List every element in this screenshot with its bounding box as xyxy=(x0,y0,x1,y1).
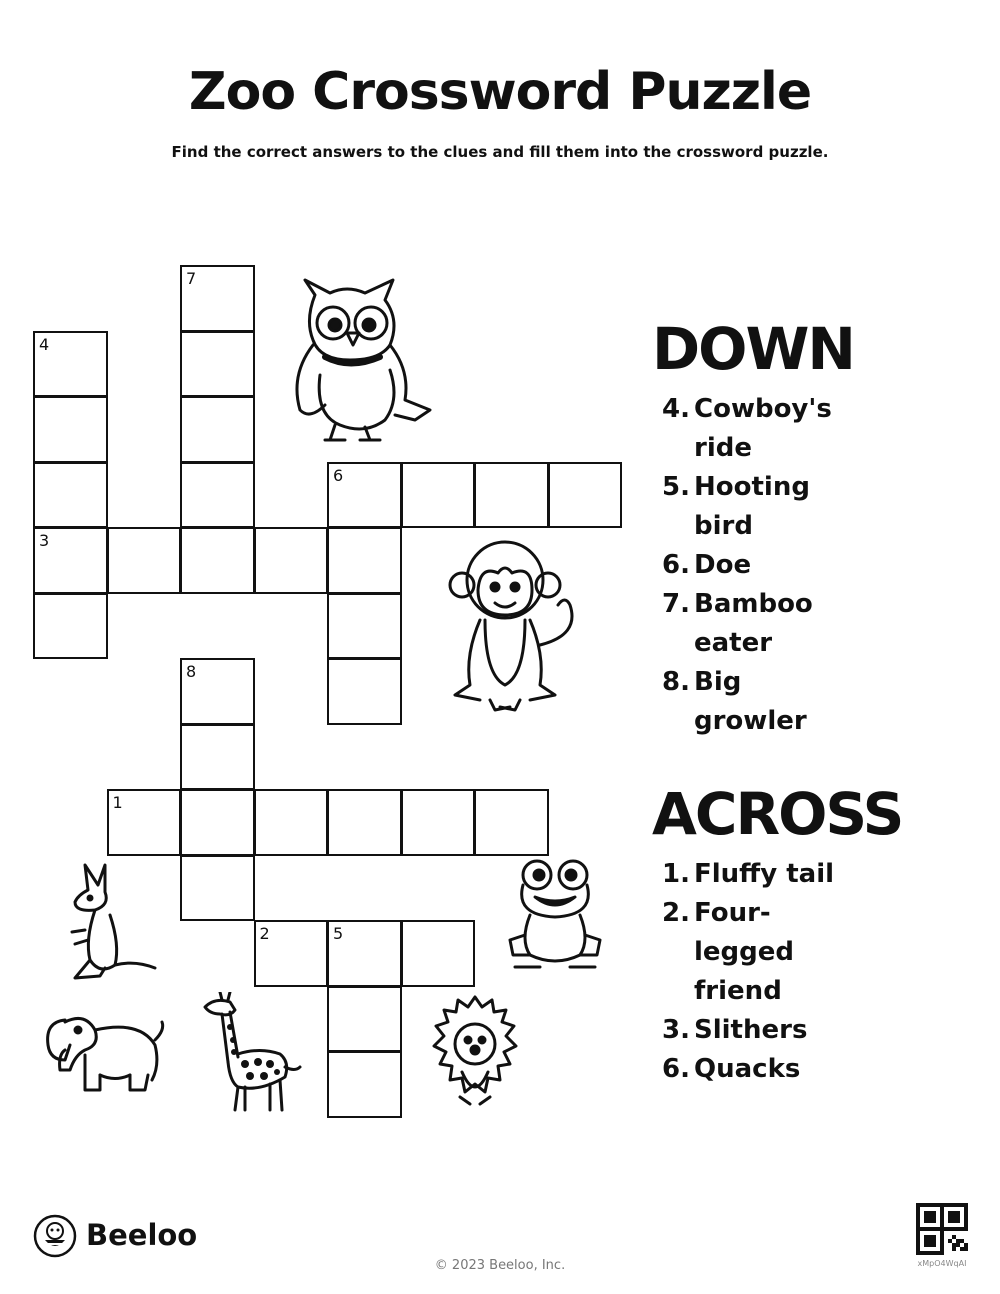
clue-number: 3. xyxy=(662,1015,690,1045)
owl-icon xyxy=(285,275,445,450)
copyright: © 2023 Beeloo, Inc. xyxy=(434,1258,566,1273)
clue-number: 8 xyxy=(186,662,197,681)
clue-number: 2. xyxy=(662,898,690,928)
crossword-cell[interactable] xyxy=(327,658,402,725)
across-heading: ACROSS xyxy=(652,780,903,848)
across-clue xyxy=(652,894,972,1011)
crossword-cell[interactable] xyxy=(180,265,255,332)
monkey-icon xyxy=(440,535,590,715)
down-clue xyxy=(652,468,972,546)
crossword-cell[interactable] xyxy=(180,462,255,529)
clue-text: Slithers xyxy=(694,1015,808,1045)
down-clue xyxy=(652,663,972,741)
crossword-cell[interactable] xyxy=(33,462,108,529)
down-clue xyxy=(652,585,972,663)
crossword-cell[interactable] xyxy=(33,331,108,398)
crossword-cell[interactable] xyxy=(107,789,182,856)
page-title: Zoo Crossword Puzzle xyxy=(188,62,812,122)
crossword-cell[interactable] xyxy=(327,462,402,529)
crossword-cell[interactable] xyxy=(180,396,255,463)
giraffe-icon xyxy=(200,992,310,1112)
across-clue xyxy=(652,1011,972,1050)
crossword-cell[interactable] xyxy=(401,462,476,529)
crossword-cell[interactable] xyxy=(327,920,402,987)
kangaroo-icon xyxy=(60,860,160,985)
crossword-cell[interactable] xyxy=(327,527,402,594)
clue-text: Big growler xyxy=(694,667,807,736)
crossword-cell[interactable] xyxy=(33,593,108,660)
clue-number: 4 xyxy=(39,334,50,354)
crossword-cell[interactable] xyxy=(107,527,182,594)
crossword-cell[interactable] xyxy=(180,527,255,594)
clue-number: 6. xyxy=(662,550,690,580)
clue-text: Doe xyxy=(694,550,752,580)
crossword-cell[interactable] xyxy=(548,462,623,529)
down-clue xyxy=(652,390,972,468)
clue-number: 2 xyxy=(259,924,270,943)
clue-number: 5 xyxy=(333,924,344,943)
clue-text: Four-legged friend xyxy=(694,898,795,1006)
crossword-cell[interactable] xyxy=(254,789,329,856)
crossword-cell[interactable] xyxy=(401,920,476,987)
crossword-cell[interactable] xyxy=(33,527,108,594)
clue-text: Quacks xyxy=(694,1054,801,1084)
crossword-cell[interactable] xyxy=(180,724,255,791)
clue-number: 5. xyxy=(662,472,690,502)
brand-name: Beeloo xyxy=(86,1218,198,1252)
clue-text: Bamboo eater xyxy=(694,589,813,658)
crossword-cell[interactable] xyxy=(474,789,549,856)
crossword-cell[interactable] xyxy=(401,789,476,856)
crossword-cell[interactable] xyxy=(327,593,402,660)
page-subtitle: Find the correct answers to the clues and fill them into the crossword puzzle. xyxy=(171,143,829,161)
crossword-cell[interactable] xyxy=(327,789,402,856)
down-heading: DOWN xyxy=(652,315,854,383)
clue-number: 1 xyxy=(112,793,123,812)
crossword-cell[interactable] xyxy=(180,789,255,856)
clue-number: 7. xyxy=(662,589,690,619)
down-clue xyxy=(652,546,972,585)
clue-text: Fluffy tail xyxy=(694,859,835,889)
bee-icon xyxy=(33,1214,77,1258)
crossword-cell[interactable] xyxy=(180,658,255,725)
clue-number: 7 xyxy=(186,269,197,288)
frog-icon xyxy=(505,855,605,980)
crossword-cell[interactable] xyxy=(180,331,255,398)
across-clue-list xyxy=(652,855,972,1089)
clue-number: 4. xyxy=(662,394,690,424)
crossword-cell[interactable] xyxy=(327,1051,402,1118)
across-clue xyxy=(652,855,972,894)
qr-code-icon xyxy=(916,1203,968,1255)
qr-code-label: xMpO4WqAI xyxy=(917,1259,967,1268)
crossword-cell[interactable] xyxy=(180,855,255,922)
hedgehog-icon xyxy=(430,992,520,1112)
clue-text: Hooting bird xyxy=(694,472,810,541)
crossword-cell[interactable] xyxy=(327,986,402,1053)
crossword-cell[interactable] xyxy=(254,527,329,594)
clue-number: 8. xyxy=(662,667,690,697)
clue-number: 6. xyxy=(662,1054,690,1084)
elephant-icon xyxy=(40,1010,170,1105)
down-clue-list xyxy=(652,390,972,741)
crossword-cell[interactable] xyxy=(254,920,329,987)
clue-number: 6 xyxy=(333,465,344,485)
crossword-cell[interactable] xyxy=(474,462,549,529)
across-clue xyxy=(652,1050,972,1089)
clue-number: 1. xyxy=(662,859,690,889)
crossword-cell[interactable] xyxy=(33,396,108,463)
clue-text: Cowboy's ride xyxy=(694,394,832,463)
clue-number: 3 xyxy=(39,531,50,550)
